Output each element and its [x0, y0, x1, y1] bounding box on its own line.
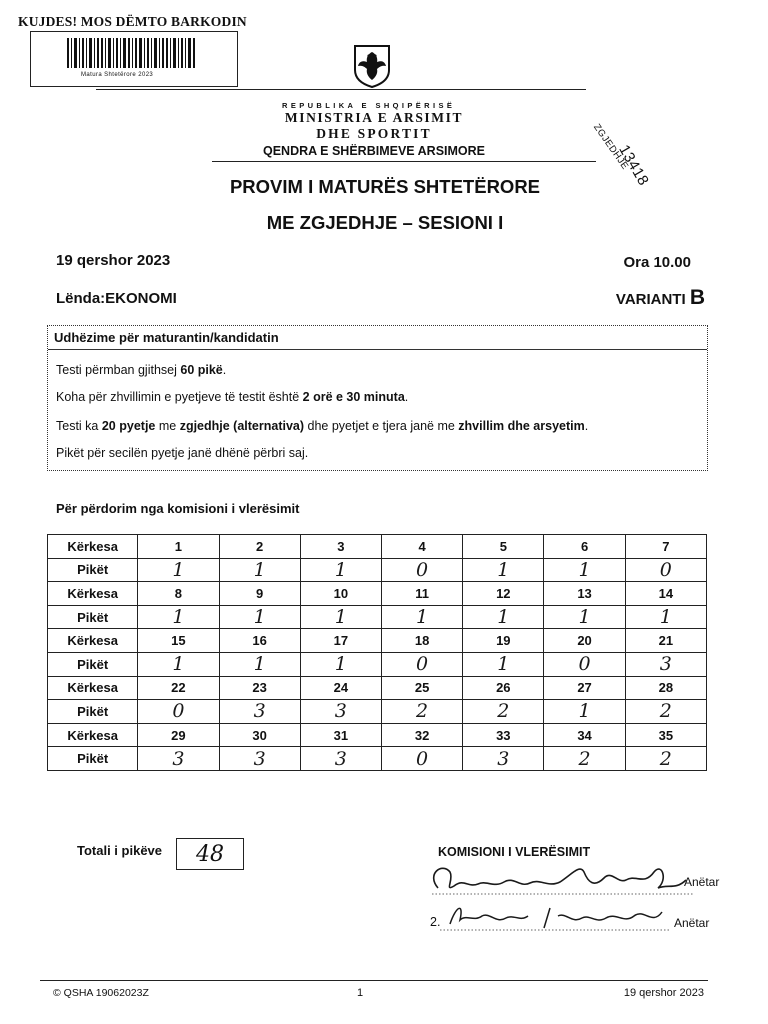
footer-date: 19 qershor 2023 [623, 987, 704, 999]
question-number-cell: 7 [625, 535, 706, 559]
questions-row [48, 723, 707, 747]
points-cell: 0 [544, 652, 625, 676]
question-number-cell: 23 [219, 676, 300, 700]
instr-text: . [404, 390, 409, 404]
question-number-cell: 21 [625, 629, 706, 653]
question-number-cell: 18 [381, 629, 462, 653]
points-row-label: Pikët [48, 605, 138, 629]
points-cell: 3 [300, 747, 381, 771]
total-label: Totali i pikëve [77, 843, 163, 858]
questions-row-label: Kërkesa [48, 723, 138, 747]
commission-member-2-label: Anëtar [674, 916, 710, 930]
questions-row [48, 676, 707, 700]
points-row-label: Pikët [48, 700, 138, 724]
instr-text: Testi ka [56, 419, 102, 433]
question-number-cell: 11 [381, 582, 462, 606]
points-cell: 1 [138, 558, 219, 582]
points-cell: 1 [300, 605, 381, 629]
points-cell: 1 [463, 605, 544, 629]
instr-text: Testi përmban gjithsej [56, 363, 181, 377]
question-number-cell: 10 [300, 582, 381, 606]
question-number-cell: 25 [381, 676, 462, 700]
points-row [48, 700, 707, 724]
points-cell: 1 [544, 558, 625, 582]
republic-label: REPUBLIKA E SHQIPËRISË [282, 101, 456, 110]
instructions-rule [48, 349, 707, 350]
questions-row-label: Kërkesa [48, 582, 138, 606]
commission-member-2-number: 2. [430, 915, 441, 929]
agency-name: QENDRA E SHËRBIMEVE ARSIMORE [262, 144, 485, 158]
points-cell: 2 [544, 747, 625, 771]
question-number-cell: 30 [219, 723, 300, 747]
instr-text: me [155, 419, 180, 433]
barcode-box [30, 31, 238, 87]
instr-text: dhe pyetjet e tjera janë me [304, 419, 459, 433]
points-row-label: Pikët [48, 652, 138, 676]
variant-letter: B [689, 286, 705, 309]
question-number-cell: 15 [138, 629, 219, 653]
points-cell: 1 [219, 652, 300, 676]
question-number-cell: 33 [463, 723, 544, 747]
points-cell: 0 [381, 558, 462, 582]
instructions-heading: Udhëzime për maturantin/kandidatin [54, 330, 279, 345]
barcode-icon [67, 38, 197, 70]
exam-title: PROVIM I MATURËS SHTETËRORE [229, 176, 541, 197]
scoring-table [47, 534, 707, 771]
question-number-cell: 27 [544, 676, 625, 700]
points-cell: 3 [219, 700, 300, 724]
points-cell: 3 [138, 747, 219, 771]
question-number-cell: 20 [544, 629, 625, 653]
stamp-label: ZGJEDHJE [590, 122, 631, 172]
points-cell: 2 [463, 700, 544, 724]
points-cell: 1 [463, 558, 544, 582]
points-cell: 3 [463, 747, 544, 771]
total-value: 48 [176, 838, 244, 870]
points-cell: 1 [219, 605, 300, 629]
questions-row-label: Kërkesa [48, 535, 138, 559]
exam-subject: Lënda:EKONOMI [56, 290, 177, 307]
commission-member-1-label: Anëtar [684, 875, 720, 889]
points-cell: 0 [381, 747, 462, 771]
points-cell: 3 [219, 747, 300, 771]
questions-row [48, 535, 707, 559]
question-number-cell: 4 [381, 535, 462, 559]
stamp-number: 13418 [615, 142, 653, 189]
instr-bold: 2 orë e 30 minuta [302, 390, 405, 404]
instr-bold: zhvillim dhe arsyetim [458, 419, 585, 433]
question-number-cell: 28 [625, 676, 706, 700]
points-cell: 1 [300, 558, 381, 582]
question-number-cell: 8 [138, 582, 219, 606]
instructions-line-1 [56, 363, 226, 377]
question-number-cell: 5 [463, 535, 544, 559]
instructions-box [47, 325, 708, 471]
points-cell: 1 [544, 700, 625, 724]
question-number-cell: 32 [381, 723, 462, 747]
points-cell: 0 [381, 652, 462, 676]
points-cell: 3 [300, 700, 381, 724]
instr-text: Koha për zhvillimin e pyetjeve të testit është [56, 390, 303, 404]
ministry-line-1: MINISTRIA E ARSIMIT [284, 110, 464, 125]
question-number-cell: 6 [544, 535, 625, 559]
instr-bold: 60 pikë [180, 363, 223, 377]
instr-bold: zgjedhje (alternativa) [179, 419, 305, 433]
question-number-cell: 31 [300, 723, 381, 747]
instr-bold: 20 pyetje [101, 419, 156, 433]
points-cell: 1 [625, 605, 706, 629]
question-number-cell: 26 [463, 676, 544, 700]
signature-2 [440, 898, 680, 943]
points-row-label: Pikët [48, 747, 138, 771]
points-row [48, 605, 707, 629]
question-number-cell: 19 [463, 629, 544, 653]
question-number-cell: 17 [300, 629, 381, 653]
coat-of-arms-icon [352, 44, 392, 93]
points-row [48, 558, 707, 582]
page-number: 1 [357, 987, 364, 999]
points-cell: 1 [463, 652, 544, 676]
question-number-cell: 29 [138, 723, 219, 747]
agency-rule [212, 161, 596, 162]
ministry-line-2: DHE SPORTIT [316, 126, 432, 141]
question-number-cell: 2 [219, 535, 300, 559]
question-number-cell: 9 [219, 582, 300, 606]
barcode-warning: KUJDES! MOS DËMTO BARKODIN [18, 14, 247, 29]
question-number-cell: 13 [544, 582, 625, 606]
question-number-cell: 3 [300, 535, 381, 559]
points-cell: 0 [138, 700, 219, 724]
points-cell: 2 [381, 700, 462, 724]
points-row [48, 652, 707, 676]
question-number-cell: 1 [138, 535, 219, 559]
instr-text: . [584, 419, 589, 433]
footer-copyright: © QSHA 19062023Z [53, 987, 149, 999]
points-cell: 1 [219, 558, 300, 582]
exam-date: 19 qershor 2023 [56, 252, 171, 269]
variant-prefix: VARIANTI [615, 291, 686, 308]
exam-variant [616, 286, 705, 310]
questions-row-label: Kërkesa [48, 629, 138, 653]
question-number-cell: 24 [300, 676, 381, 700]
points-cell: 2 [625, 747, 706, 771]
exam-time: Ora 10.00 [623, 254, 691, 271]
commission-heading: KOMISIONI I VLERËSIMIT [438, 845, 591, 859]
instr-text: . [222, 363, 227, 377]
points-cell: 1 [300, 652, 381, 676]
instructions-line-4: Pikët për secilën pyetje janë dhënë përbri saj. [56, 446, 309, 460]
points-cell: 1 [544, 605, 625, 629]
points-cell: 1 [138, 652, 219, 676]
footer-rule [40, 980, 708, 981]
points-row-label: Pikët [48, 558, 138, 582]
exam-subtitle: ME ZGJEDHJE – SESIONI I [266, 212, 504, 233]
scoring-title: Për përdorim nga komisioni i vlerësimit [56, 501, 300, 516]
questions-row [48, 582, 707, 606]
points-cell: 0 [625, 558, 706, 582]
header-rule [96, 89, 586, 90]
question-number-cell: 16 [219, 629, 300, 653]
points-cell: 3 [625, 652, 706, 676]
instructions-line-2 [56, 390, 408, 404]
barcode-label: Matura Shtetërore 2023 [81, 72, 154, 78]
questions-row-label: Kërkesa [48, 676, 138, 700]
points-cell: 1 [138, 605, 219, 629]
questions-row [48, 629, 707, 653]
points-cell: 2 [625, 700, 706, 724]
instructions-line-3 [56, 419, 588, 433]
question-number-cell: 35 [625, 723, 706, 747]
question-number-cell: 14 [625, 582, 706, 606]
points-row [48, 747, 707, 771]
question-number-cell: 22 [138, 676, 219, 700]
question-number-cell: 34 [544, 723, 625, 747]
points-cell: 1 [381, 605, 462, 629]
question-number-cell: 12 [463, 582, 544, 606]
